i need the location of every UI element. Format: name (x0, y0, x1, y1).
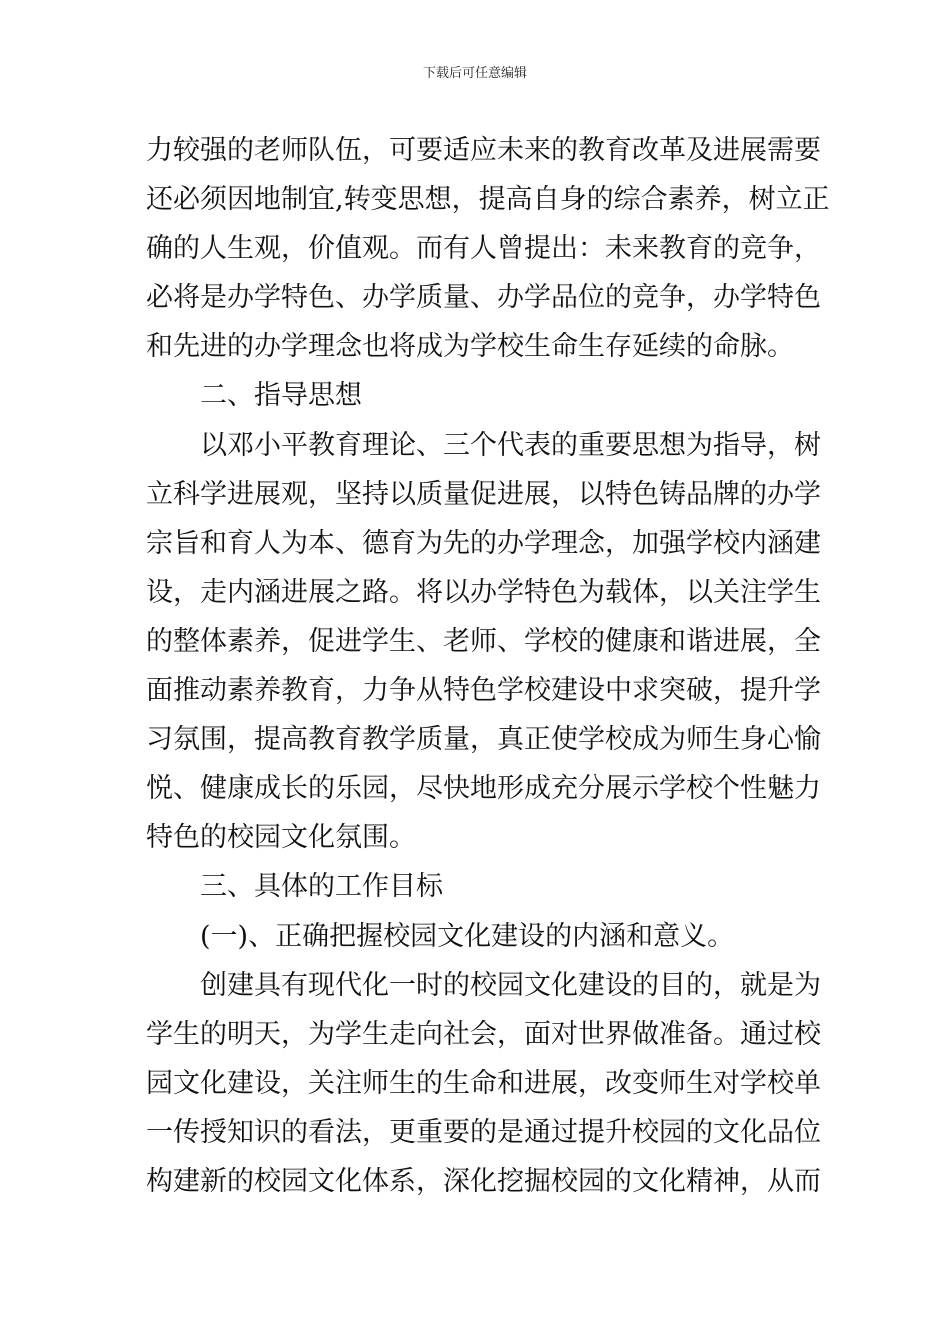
document-body (146, 126, 830, 1206)
text-line: 面推动素养教育，力争从特色学校建设中求突破，提升学 (146, 675, 821, 707)
text-line: 园文化建设，关注师生的生命和进展，改变师生对学校单 (146, 1067, 821, 1099)
text-line: 以邓小平教育理论、三个代表的重要思想为指导，树 (200, 429, 821, 461)
text-line: 确的人生观，价值观。而有人曾提出：未来教育的竞争， (146, 233, 821, 265)
text-line: 创建具有现代化一时的校园文化建设的目的，就是为 (200, 969, 821, 1001)
text-line: 立科学进展观，坚持以质量促进展，以特色铸品牌的办学 (146, 478, 821, 510)
text-line: 还必须因地制宜,转变思想，提高自身的综合素养，树立正 (146, 184, 830, 216)
text-line: 习氛围，提高教育教学质量，真正使学校成为师生身心愉 (146, 724, 821, 756)
text-line: 力较强的老师队伍，可要适应未来的教育改革及进展需要 (146, 135, 821, 166)
text-line: 三、具体的工作目标 (200, 871, 443, 903)
text-line: 构建新的校园文化体系，深化挖掘校园的文化精神，从而 (146, 1165, 821, 1197)
page-header: 下载后可任意编辑 (422, 66, 527, 81)
text-line: 的整体素养，促进学生、老师、学校的健康和谐进展，全 (146, 625, 821, 657)
text-line: 学生的明天，为学生走向社会，面对世界做准备。通过校 (146, 1018, 821, 1050)
text-line: 特色的校园文化氛围。 (146, 822, 416, 854)
text-line: 二、指导思想 (200, 380, 362, 412)
text-line: 一传授知识的看法，更重要的是通过提升校园的文化品位 (146, 1116, 821, 1148)
text-line: 宗旨和育人为本、德育为先的办学理念，加强学校内涵建 (146, 527, 821, 559)
text-line: 设，走内涵进展之路。将以办学特色为载体，以关注学生 (146, 576, 821, 608)
text-line: 必将是办学特色、办学质量、办学品位的竞争，办学特色 (146, 282, 821, 314)
text-line: 和先进的办学理念也将成为学校生命生存延续的命脉。 (146, 331, 794, 363)
text-line: (一)、正确把握校园文化建设的内涵和意义。 (200, 920, 735, 952)
text-line: 悦、健康成长的乐园，尽快地形成充分展示学校个性魅力 (146, 773, 821, 805)
